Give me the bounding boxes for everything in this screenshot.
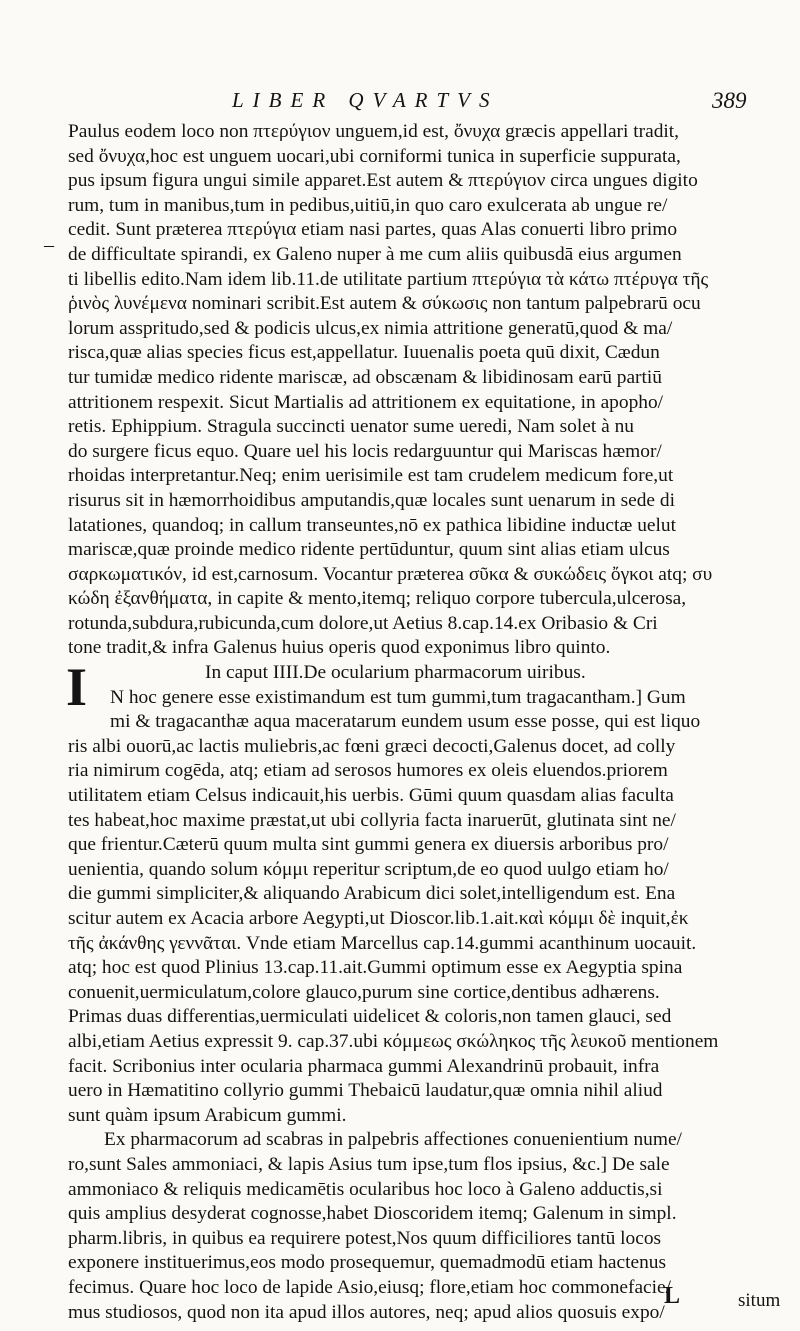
text-line: tes habeat,hoc maxime præstat,ut ubi collyria facta inaruerūt, glutinata sint ne/ bbox=[68, 809, 676, 831]
text-line: rotunda,subdura,rubicunda,cum dolore,ut Aetius 8.cap.14.ex Oribasio & Cri bbox=[68, 612, 658, 634]
text-line: σαρκωματικόν, id est,carnosum. Vocantur præterea σῦκα & συκώδεις ὄγκοι atq; συ bbox=[68, 563, 713, 585]
drop-cap: I bbox=[66, 657, 88, 717]
text-line: Ex pharmacorum ad scabras in palpebris affectiones conuenientium nume/ bbox=[104, 1129, 682, 1151]
signature-mark: L bbox=[664, 1283, 681, 1309]
text-line: mi & tragacanthæ aqua maceratarum eundem usum esse posse, qui est liquo bbox=[110, 711, 701, 733]
text-line: retis. Ephippium. Stragula succincti uenator sume ueredi, Nam solet à nu bbox=[68, 416, 634, 438]
text-line: ti libellis edito.Nam idem lib.11.de utilitate partium πτερύγια τὰ κάτω πτέρυγα τῆς bbox=[68, 268, 709, 290]
text-line: utilitatem etiam Celsus indicauit,his uerbis. Gūmi quum quasdam alias faculta bbox=[68, 785, 674, 807]
text-line: pus ipsum figura ungui simile apparet.Est autem & πτερύγιον circa ungues digito bbox=[68, 170, 698, 192]
margin-mark: – bbox=[44, 234, 54, 256]
text-line: risurus sit in hæmorrhoidibus amputandis,quæ locales sunt uenarum in sede di bbox=[68, 489, 675, 511]
text-line: rum, tum in manibus,tum in pedibus,uitiū,in quo caro exulcerata ab ungue re/ bbox=[68, 194, 668, 216]
text-line: uenientia, quando solum κόμμι reperitur scriptum,de eo quod uulgo etiam ho/ bbox=[68, 858, 669, 880]
text-line: Primas duas differentias,uermiculati uidelicet & coloris,non tamen glauci, sed bbox=[68, 1006, 672, 1028]
text-line: ro,sunt Sales ammoniaci, & lapis Asius tum ipse,tum flos ipsius, &c.] De sale bbox=[68, 1153, 670, 1175]
text-line: facit. Scribonius inter ocularia pharmaca gummi Alexandrinū probauit, infra bbox=[68, 1055, 660, 1077]
text-line: conuenit,uermiculatum,colore glauco,purum sine cortice,dentibus adhærens. bbox=[68, 981, 660, 1003]
text-line: albi,etiam Aetius expressit 9. cap.37.ubi κόμμεως σκώληκος τῆς λευκοῦ mentionem bbox=[68, 1030, 719, 1052]
text-line: ammoniaco & reliquis medicamētis ocularibus hoc loco à Galeno adductis,si bbox=[68, 1178, 663, 1200]
text-line: de difficultate spirandi, ex Galeno nuper à me cum aliis quibusdā eius argumen bbox=[68, 243, 682, 265]
catchword: situm bbox=[738, 1290, 781, 1311]
text-line: mariscæ,quæ proinde medico ridente pertūduntur, quum sint alias etiam ulcus bbox=[68, 539, 670, 561]
text-line: lorum asspritudo,sed & podicis ulcus,ex nimia attritione generatū,quod & ma/ bbox=[68, 317, 673, 339]
text-line: mus studiosos, quod non ita apud illos autores, neq; apud alios quosuis expo/ bbox=[68, 1301, 665, 1323]
text-line: N hoc genere esse existimandum est tum gummi,tum tragacantham.] Gum bbox=[110, 686, 686, 708]
text-line: latationes, quandoq; in callum transeuntes,nō ex pathica libidine inductæ uelut bbox=[68, 514, 676, 536]
text-line: fecimus. Quare hoc loco de lapide Asio,eiusq; flore,etiam hoc commonefacie/ bbox=[68, 1276, 672, 1298]
text-line: Paulus eodem loco non πτερύγιον unguem,id est, ὄνυχα græcis appellari tradit, bbox=[68, 121, 680, 142]
text-line: tone tradit,& infra Galenus huius operis quod exponimus libro quinto. bbox=[68, 637, 611, 659]
text-line: uero in Hæmatitino collyrio gummi Thebaicū laudatur,quæ omnia nihil aliud bbox=[68, 1080, 663, 1102]
text-line: atq; hoc est quod Plinius 13.cap.11.ait.Gummi optimum esse ex Aegyptia spina bbox=[68, 957, 683, 979]
page-number: 389 bbox=[712, 88, 747, 113]
text-line: risca,quæ alias species ficus est,appellatur. Iuuenalis poeta quū dixit, Cædun bbox=[68, 342, 660, 364]
body-text bbox=[68, 120, 776, 1325]
text-line: quis amplius desyderat cognosse,habet Dioscoridem itemq; Galenum in simpl. bbox=[68, 1203, 677, 1225]
text-line: tur tumidæ medico ridente mariscæ, ad obscænam & libidinosam earū partiū bbox=[68, 366, 662, 388]
text-line: cedit. Sunt præterea πτερύγια etiam nasi partes, quas Alas conuerti libro primo bbox=[68, 219, 678, 241]
chapter-heading: In caput IIII.De ocularium pharmacorum uiribus. bbox=[205, 662, 586, 684]
text-line: que frientur.Cæterū quum multa sint gummi genera ex diuersis arboribus pro/ bbox=[68, 834, 669, 856]
text-line: sunt quàm ipsum Arabicum gummi. bbox=[68, 1104, 347, 1126]
text-line: attritionem respexit. Sicut Martialis ad attritionem ex equitatione, in apopho/ bbox=[68, 391, 664, 413]
text-line: pharm.libris, in quibus ea requirere potest,Nos quum difficiliores tantū locos bbox=[68, 1227, 662, 1249]
text-line: exponere instituerimus,eos modo prosequemur, quemadmodū etiam hactenus bbox=[68, 1252, 667, 1274]
text-line: ris albi ouorū,ac lactis muliebris,ac fœni græci decocti,Galenus docet, ad colly bbox=[68, 735, 676, 757]
text-line: sed ὄνυχα,hoc est unguem uocari,ubi corniformi tunica in superficie suppurata, bbox=[68, 145, 681, 167]
text-line: rhoidas interpretantur.Neq; enim uerisimile est tam crudelem medicum fore,ut bbox=[68, 465, 674, 487]
text-line: ῥινὸς λυνέμενα nominari scribit.Est autem & σύκωσις non tantum palpebrarū ocu bbox=[68, 293, 701, 315]
text-line: die gummi simpliciter,& aliquando Arabicum dici solet,intelligendum est. Ena bbox=[68, 883, 676, 905]
running-head: LIBER QVARTVS bbox=[232, 88, 499, 112]
text-line: κώδη ἐξανθήματα, in capite & mento,itemq; reliquo corpore tubercula,ulcerosa, bbox=[68, 588, 687, 610]
text-line: scitur autem ex Acacia arbore Aegypti,ut Dioscor.lib.1.ait.καὶ κόμμι δὲ inquit,ἐκ bbox=[68, 908, 689, 929]
text-line: do surgere ficus equo. Quare uel his locis redarguuntur qui Mariscas hæmor/ bbox=[68, 440, 662, 462]
text-line: τῆς ἀκάνθης γεννᾶται. Vnde etiam Marcellus cap.14.gummi acanthinum uocauit. bbox=[68, 932, 697, 954]
text-line: ria nimirum cogēda, atq; etiam ad serosos humores ex oleis eluendos.priorem bbox=[68, 760, 668, 782]
